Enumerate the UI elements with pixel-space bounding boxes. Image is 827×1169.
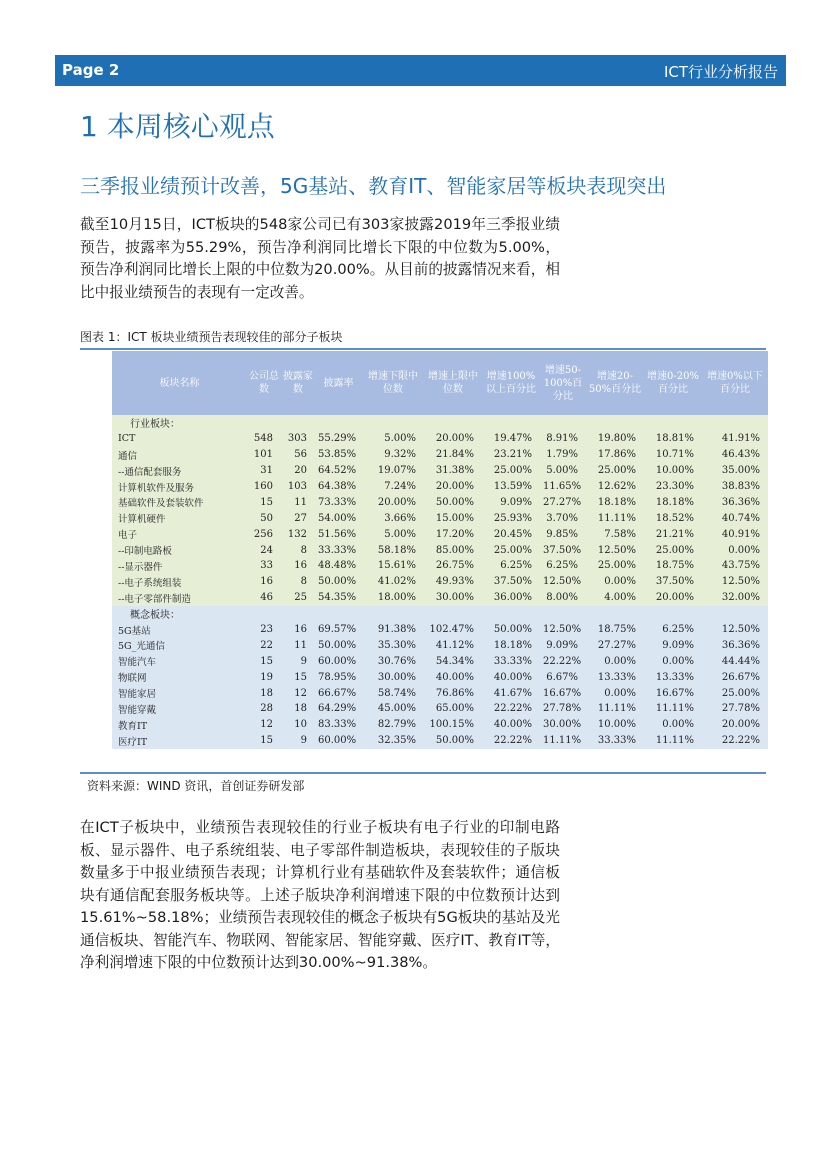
table-cell: 548	[247, 431, 281, 447]
table-cell: 40.74%	[702, 510, 768, 526]
table-cell: 85.00%	[424, 542, 482, 558]
table-cell: 4.00%	[586, 590, 644, 606]
table-cell: 25.00%	[644, 542, 702, 558]
table-cell: 65.00%	[424, 701, 482, 717]
table-row	[112, 701, 768, 717]
table-cell: 38.83%	[702, 479, 768, 495]
row-name-cell: --印制电路板	[112, 542, 247, 558]
table-cell: 19.47%	[482, 431, 540, 447]
table-cell: 12.50%	[702, 574, 768, 590]
row-name-cell: --显示器件	[112, 558, 247, 574]
table-row	[112, 637, 768, 653]
row-name-cell: --通信配套服务	[112, 463, 247, 479]
table-cell: 25.00%	[702, 685, 768, 701]
column-header: 增速50-100%百分比	[540, 351, 586, 415]
table-cell: 9.32%	[362, 447, 424, 463]
table-row	[112, 653, 768, 669]
figure-caption: 图表 1：ICT 板块业绩预告表现较佳的部分子板块	[80, 328, 766, 350]
table-cell: 37.50%	[540, 542, 586, 558]
table-cell: 5.00%	[362, 431, 424, 447]
table-cell: 25.00%	[482, 542, 540, 558]
table-cell: 12.50%	[540, 574, 586, 590]
table-cell: 8.00%	[540, 590, 586, 606]
table-cell: 20.00%	[644, 590, 702, 606]
report-title: ICT行业分析报告	[663, 63, 778, 81]
table-cell: 27.78%	[540, 701, 586, 717]
table-row	[112, 717, 768, 733]
table-cell: 64.52%	[315, 463, 362, 479]
table-cell: 25.00%	[482, 463, 540, 479]
table-cell: 91.38%	[362, 622, 424, 638]
table-cell: 64.38%	[315, 479, 362, 495]
table-cell: 0.00%	[586, 653, 644, 669]
table-cell: 25.93%	[482, 510, 540, 526]
table-cell: 55.29%	[315, 431, 362, 447]
table-cell: 40.00%	[482, 669, 540, 685]
table-cell: 27.27%	[586, 637, 644, 653]
table-cell: 23	[247, 622, 281, 638]
table-cell: 25.00%	[586, 463, 644, 479]
table-cell: 100.15%	[424, 717, 482, 733]
table-row	[112, 526, 768, 542]
table-cell: 15	[247, 653, 281, 669]
table-cell: 21.21%	[644, 526, 702, 542]
table-row	[112, 479, 768, 495]
table-cell: 60.00%	[315, 653, 362, 669]
table-cell: 24	[247, 542, 281, 558]
table-row	[112, 494, 768, 510]
table-cell: 46	[247, 590, 281, 606]
table-row	[112, 463, 768, 479]
table-cell: 41.91%	[702, 431, 768, 447]
table-cell: 54.35%	[315, 590, 362, 606]
table-cell: 18.52%	[644, 510, 702, 526]
table-row	[112, 510, 768, 526]
table-cell: 101	[247, 447, 281, 463]
table-cell: 18.18%	[586, 494, 644, 510]
table-cell: 20.45%	[482, 526, 540, 542]
table-cell: 54.34%	[424, 653, 482, 669]
table-cell: 9.85%	[540, 526, 586, 542]
column-header: 增速下限中位数	[362, 351, 424, 415]
table-cell: 11.11%	[644, 701, 702, 717]
table-cell: 30.00%	[362, 669, 424, 685]
table-cell: 12	[281, 685, 315, 701]
table-cell: 44.44%	[702, 653, 768, 669]
table-cell: 12.50%	[586, 542, 644, 558]
table-row	[112, 685, 768, 701]
row-name-cell: 5G基站	[112, 622, 247, 638]
table-cell: 12.50%	[702, 622, 768, 638]
table-cell: 56	[281, 447, 315, 463]
table-cell: 10.71%	[644, 447, 702, 463]
row-name-cell: --电子系统组装	[112, 574, 247, 590]
table-row	[112, 558, 768, 574]
table-cell: 22.22%	[482, 701, 540, 717]
table-row	[112, 622, 768, 638]
table-cell: 28	[247, 701, 281, 717]
page-header-bar	[55, 55, 786, 86]
table-cell: 5.00%	[540, 463, 586, 479]
table-cell: 19	[247, 669, 281, 685]
table-cell: 60.00%	[315, 733, 362, 749]
table-cell: 7.58%	[586, 526, 644, 542]
table-cell: 32.00%	[702, 590, 768, 606]
table-row	[112, 590, 768, 606]
table-cell: 19.07%	[362, 463, 424, 479]
table-cell: 22	[247, 637, 281, 653]
table-cell: 10.00%	[644, 463, 702, 479]
table-cell: 41.02%	[362, 574, 424, 590]
table-row	[112, 431, 768, 447]
table-cell: 46.43%	[702, 447, 768, 463]
table-cell: 9.09%	[644, 637, 702, 653]
table-cell: 27.78%	[702, 701, 768, 717]
table-cell: 11	[281, 494, 315, 510]
table-cell: 18.00%	[362, 590, 424, 606]
table-cell: 0.00%	[644, 717, 702, 733]
row-name-cell: 基础软件及套装软件	[112, 494, 247, 510]
section-title: 1 本周核心观点	[80, 110, 275, 143]
table-cell: 12.50%	[540, 622, 586, 638]
table-cell: 26.75%	[424, 558, 482, 574]
table-cell: 20.00%	[424, 479, 482, 495]
table-cell: 30.00%	[424, 590, 482, 606]
table-cell: 6.25%	[482, 558, 540, 574]
table-cell: 6.25%	[540, 558, 586, 574]
table-cell: 64.29%	[315, 701, 362, 717]
column-header: 增速20-50%百分比	[586, 351, 644, 415]
table-cell: 103	[281, 479, 315, 495]
column-header: 披露率	[315, 351, 362, 415]
table-cell: 69.57%	[315, 622, 362, 638]
source-note: 资料来源：WIND 资讯，首创证券研发部	[87, 779, 305, 793]
table-cell: 16	[247, 574, 281, 590]
table-cell: 18	[281, 701, 315, 717]
table-cell: 18.75%	[644, 558, 702, 574]
analysis-paragraph: 在ICT子板块中，业绩预告表现较佳的行业子板块有电子行业的印制电路板、显示器件、电子系统组装、电子零部件制造板块，表现较佳的子版块数量多于中报业绩预告表现；计算机行业有基础软件及套装软件；通信板块有通信配套服务板块等。上述子版块净利润增速下限的中位数预计达到15.61%~58.18%；业绩预告表现较佳的概念子板块有5G板块的基站及光通信板块、智能汽车、物联网、智能家居、智能穿戴、医疗IT、教育IT等，净利润增速下限的中位数预计达到30.00%~91.38%。	[80, 819, 560, 971]
column-header: 增速0%以下百分比	[702, 351, 768, 415]
table-cell: 13.59%	[482, 479, 540, 495]
table-cell: 8	[281, 574, 315, 590]
table-cell: 40.91%	[702, 526, 768, 542]
row-name-cell: 智能穿戴	[112, 701, 247, 717]
table-cell: 21.84%	[424, 447, 482, 463]
table-bottom-rule	[80, 772, 766, 774]
table-cell: 18.81%	[644, 431, 702, 447]
table-cell: 31.38%	[424, 463, 482, 479]
table-cell: 102.47%	[424, 622, 482, 638]
table-cell: 27.27%	[540, 494, 586, 510]
table-cell: 16.67%	[540, 685, 586, 701]
table-cell: 132	[281, 526, 315, 542]
table-cell: 20.00%	[362, 494, 424, 510]
table-cell: 66.67%	[315, 685, 362, 701]
table-cell: 15	[281, 669, 315, 685]
table-cell: 78.95%	[315, 669, 362, 685]
table-cell: 50.00%	[482, 622, 540, 638]
sector-performance-table	[112, 351, 768, 749]
table-group-row	[112, 415, 768, 431]
table-cell: 32.35%	[362, 733, 424, 749]
table-cell: 50.00%	[424, 733, 482, 749]
table-cell: 256	[247, 526, 281, 542]
table-cell: 41.12%	[424, 637, 482, 653]
table-cell: 19.80%	[586, 431, 644, 447]
row-name-cell: 计算机硬件	[112, 510, 247, 526]
table-cell: 33	[247, 558, 281, 574]
table-cell: 23.21%	[482, 447, 540, 463]
table-cell: 53.85%	[315, 447, 362, 463]
table-cell: 9.09%	[482, 494, 540, 510]
row-name-cell: 物联网	[112, 669, 247, 685]
table-cell: 17.20%	[424, 526, 482, 542]
group-label: 概念板块：	[112, 606, 768, 622]
table-cell: 73.33%	[315, 494, 362, 510]
table-cell: 58.18%	[362, 542, 424, 558]
table-cell: 49.93%	[424, 574, 482, 590]
table-cell: 50.00%	[315, 574, 362, 590]
table-row	[112, 669, 768, 685]
table-cell: 40.00%	[482, 717, 540, 733]
table-cell: 16	[281, 558, 315, 574]
table-cell: 12.62%	[586, 479, 644, 495]
table-group-row	[112, 606, 768, 622]
table-cell: 16.67%	[644, 685, 702, 701]
table-cell: 22.22%	[702, 733, 768, 749]
group-label: 行业板块：	[112, 415, 768, 431]
table-cell: 20	[281, 463, 315, 479]
column-header: 披露家数	[281, 351, 315, 415]
table-cell: 6.25%	[644, 622, 702, 638]
table-cell: 37.50%	[482, 574, 540, 590]
table-cell: 13.33%	[644, 669, 702, 685]
table-cell: 0.00%	[644, 653, 702, 669]
table-cell: 30.76%	[362, 653, 424, 669]
table-cell: 17.86%	[586, 447, 644, 463]
column-header: 板块名称	[112, 351, 247, 415]
table-cell: 45.00%	[362, 701, 424, 717]
row-name-cell: 智能汽车	[112, 653, 247, 669]
row-name-cell: ICT	[112, 431, 247, 447]
row-name-cell: 电子	[112, 526, 247, 542]
table-cell: 6.67%	[540, 669, 586, 685]
table-cell: 18.18%	[482, 637, 540, 653]
table-cell: 25	[281, 590, 315, 606]
table-cell: 25.00%	[586, 558, 644, 574]
table-cell: 76.86%	[424, 685, 482, 701]
table-cell: 160	[247, 479, 281, 495]
column-header: 增速100%以上百分比	[482, 351, 540, 415]
table-row	[112, 733, 768, 749]
table-cell: 43.75%	[702, 558, 768, 574]
table-cell: 18.75%	[586, 622, 644, 638]
table-cell: 50.00%	[315, 637, 362, 653]
table-cell: 22.22%	[540, 653, 586, 669]
table-cell: 11.65%	[540, 479, 586, 495]
row-name-cell: 计算机软件及服务	[112, 479, 247, 495]
column-header: 增速上限中位数	[424, 351, 482, 415]
table-cell: 11.11%	[586, 510, 644, 526]
table-cell: 3.66%	[362, 510, 424, 526]
table-cell: 303	[281, 431, 315, 447]
table-cell: 0.00%	[586, 574, 644, 590]
table-cell: 37.50%	[644, 574, 702, 590]
row-name-cell: 教育IT	[112, 717, 247, 733]
intro-paragraph: 截至10月15日，ICT板块的548家公司已有303家披露2019年三季报业绩预告，披露率为55.29%，预告净利润同比增长下限的中位数为5.00%，预告净利润同比增长上限的中位数为20.00%。从目前的披露情况来看，相比中报业绩预告的表现有一定改善。	[80, 216, 560, 301]
table-cell: 3.70%	[540, 510, 586, 526]
row-name-cell: --电子零部件制造	[112, 590, 247, 606]
table-cell: 10.00%	[586, 717, 644, 733]
table-cell: 58.74%	[362, 685, 424, 701]
table-cell: 36.36%	[702, 494, 768, 510]
table-cell: 11.11%	[540, 733, 586, 749]
table-cell: 9	[281, 653, 315, 669]
table-cell: 7.24%	[362, 479, 424, 495]
table-row	[112, 574, 768, 590]
table-cell: 40.00%	[424, 669, 482, 685]
table-cell: 8.91%	[540, 431, 586, 447]
table-cell: 22.22%	[482, 733, 540, 749]
table-cell: 11	[281, 637, 315, 653]
table-cell: 12	[247, 717, 281, 733]
section-subheading: 三季报业绩预计改善，5G基站、教育IT、智能家居等板块表现突出	[80, 174, 667, 198]
table-cell: 41.67%	[482, 685, 540, 701]
table-cell: 82.79%	[362, 717, 424, 733]
table-header-row	[112, 351, 768, 415]
table-cell: 0.00%	[586, 685, 644, 701]
table-cell: 50.00%	[424, 494, 482, 510]
table-cell: 16	[281, 622, 315, 638]
row-name-cell: 智能家居	[112, 685, 247, 701]
table-row	[112, 447, 768, 463]
table-cell: 23.30%	[644, 479, 702, 495]
table-cell: 50	[247, 510, 281, 526]
table-cell: 27	[281, 510, 315, 526]
table-cell: 51.56%	[315, 526, 362, 542]
table-cell: 15.61%	[362, 558, 424, 574]
page-number: Page 2	[62, 61, 120, 79]
table-cell: 31	[247, 463, 281, 479]
column-header: 增速0-20%百分比	[644, 351, 702, 415]
row-name-cell: 5G_光通信	[112, 637, 247, 653]
table-cell: 11.11%	[586, 701, 644, 717]
table-cell: 0.00%	[702, 542, 768, 558]
table-cell: 15	[247, 494, 281, 510]
row-name-cell: 通信	[112, 447, 247, 463]
table-cell: 8	[281, 542, 315, 558]
table-cell: 33.33%	[482, 653, 540, 669]
table-cell: 35.00%	[702, 463, 768, 479]
table-cell: 9.09%	[540, 637, 586, 653]
table-cell: 20.00%	[702, 717, 768, 733]
table-cell: 35.30%	[362, 637, 424, 653]
table-cell: 18.18%	[644, 494, 702, 510]
table-cell: 15.00%	[424, 510, 482, 526]
table-cell: 13.33%	[586, 669, 644, 685]
table-cell: 33.33%	[315, 542, 362, 558]
table-cell: 36.36%	[702, 637, 768, 653]
table-cell: 18	[247, 685, 281, 701]
table-cell: 15	[247, 733, 281, 749]
column-header: 公司总数	[247, 351, 281, 415]
table-cell: 26.67%	[702, 669, 768, 685]
table-cell: 33.33%	[586, 733, 644, 749]
table-row	[112, 542, 768, 558]
table-cell: 9	[281, 733, 315, 749]
table-cell: 36.00%	[482, 590, 540, 606]
table-cell: 5.00%	[362, 526, 424, 542]
table-cell: 11.11%	[644, 733, 702, 749]
table-cell: 20.00%	[424, 431, 482, 447]
table-cell: 1.79%	[540, 447, 586, 463]
table-body	[112, 415, 768, 749]
table-cell: 83.33%	[315, 717, 362, 733]
table-cell: 30.00%	[540, 717, 586, 733]
table-cell: 54.00%	[315, 510, 362, 526]
table-cell: 10	[281, 717, 315, 733]
table-cell: 48.48%	[315, 558, 362, 574]
row-name-cell: 医疗IT	[112, 733, 247, 749]
